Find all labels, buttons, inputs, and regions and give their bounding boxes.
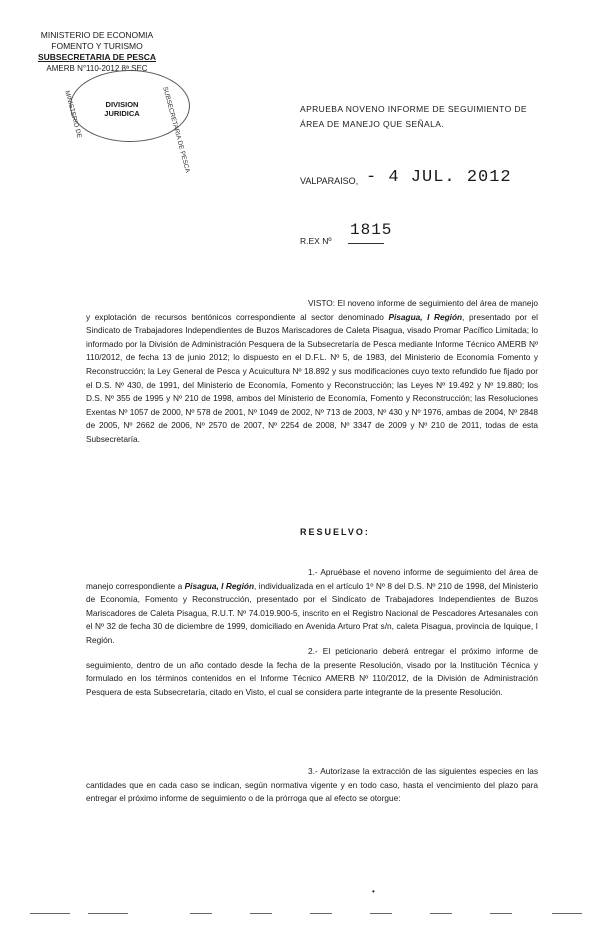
- resuelvo-heading: RESUELVO:: [300, 527, 370, 537]
- seal-center-text: DIVISION JURIDICA: [104, 100, 140, 118]
- visto-lead: VISTO: El noveno informe de seguimiento del área de manejo y explotación de recursos bentónicos correspondiente al sector denominado: [86, 298, 538, 322]
- header-ministry-sub: FOMENTO Y TURISMO: [51, 41, 143, 51]
- resolution-label: R.EX Nº: [300, 236, 332, 246]
- resolution-number: 1815: [350, 221, 393, 239]
- item-1-rest: , individualizada en el artículo 1º Nº 8 del D.S. Nº 210 de 1998, del Ministerio de Economía, Fomento y Reconstrucción, presentado por el Sindicato de Trabajadores Independientes de Buzos Mariscadores de Caleta Pisagua, R.U.T. Nº 74.019.900-5, inscrito en el Registro Nacional de Pescadores Artesanales con el Nº 32 de fecha 30 de diciembre de 1999, domiciliado en Avenida Arturo Prat s/n, caleta Pisagua, provincia de Iquique, I Región.: [86, 580, 539, 645]
- item-1-place: Pisagua, I Región: [184, 580, 255, 591]
- visto-rest: , presentado por el Sindicato de Trabajadores Independientes de Buzos Mariscadores de Caleta Pisagua, visado Promar Pacífico Limitada; lo informado por la División de Administración Pesquera de la Subsecretaría de Pesca mediante Informe Técnico AMERB Nº 110/2012, de fecha 13 de junio 2012; lo dispuesto en el D.F.L. Nº 5, de 1983, del Ministerio de Economía Fomento y Reconstrucción; la Ley General de Pesca y Acuicultura Nº 18.892 y sus modificaciones cuyo texto refundido fue fijado por el D.S. Nº 430, de 1991, del Ministerio de Economía, Fomento y Reconstrucción; las Leyes Nº 19.492 y Nº 19.880; los D.S. Nº 355 de 1995 y Nº 210 de 1998, ambos del Ministerio de Economía, Fomento y Reconstrucción; las Resoluciones Exentas Nº 1057 de 2000, Nº 578 de 2001, Nº 1049 de 2002, Nº 713 de 2003, Nº 430 y Nº 1976, ambas de 2004, Nº 2848 de 2005, Nº 2662 de 2006, Nº 2570 de 2007, Nº 2254 de 2008, Nº 3347 de 2009 y Nº 210 de 2011, todas de esta Subsecretaría.: [86, 311, 539, 444]
- seal-ring-left-text: MINISTERIO DE: [63, 90, 83, 139]
- document-date: - 4 JUL. 2012: [366, 168, 512, 187]
- resolution-item-2: [86, 645, 538, 699]
- document-subject: APRUEBA NOVENO INFORME DE SEGUIMIENTO DE ÁREA DE MANEJO QUE SEÑALA.: [300, 104, 527, 129]
- seal-ring-right-text: SUBSECRETARIA DE PESCA: [161, 86, 191, 174]
- header-subsecretaria: SUBSECRETARIA DE PESCA: [37, 52, 157, 62]
- resolution-underline: [348, 243, 384, 244]
- city-label: VALPARAISO,: [300, 176, 359, 186]
- resolution-item-1: [86, 566, 538, 648]
- page-mark: •: [372, 887, 375, 896]
- item-1-lead: 1.- Apruébase el noveno informe de seguimiento del área de manejo correspondiente a: [86, 567, 538, 591]
- footer-rule: [0, 913, 600, 917]
- visto-paragraph: [86, 297, 538, 447]
- ministry-header: [22, 30, 172, 74]
- item-3-text: 3.- Autorízase la extracción de las siguientes especies en las cantidades que en cada caso se indican, según normativa vigente y en todo caso, hasta el vencimiento del plazo para entregar el próximo informe de seguimiento o de la prórroga que al efecto se otorgue:: [86, 766, 538, 804]
- visto-place: Pisagua, I Región: [388, 311, 463, 322]
- item-2-text: 2.- El peticionario deberá entregar el próximo informe de seguimiento, dentro de un año contado desde la fecha de la presente Resolución, visado por la Institución Técnica y formulado en los términos contenidos en el Informe Técnico AMERB Nº 110/2012, de la División de Administración Pesquera de esta Subsecretaría, citado en Visto, el cual se considera parte integrante de la presente Resolución.: [86, 646, 538, 697]
- resolution-item-3: [86, 765, 538, 806]
- header-reference: AMERB N°110-2012 8ª SEC: [46, 64, 148, 73]
- header-ministry: MINISTERIO DE ECONOMIA: [40, 30, 154, 40]
